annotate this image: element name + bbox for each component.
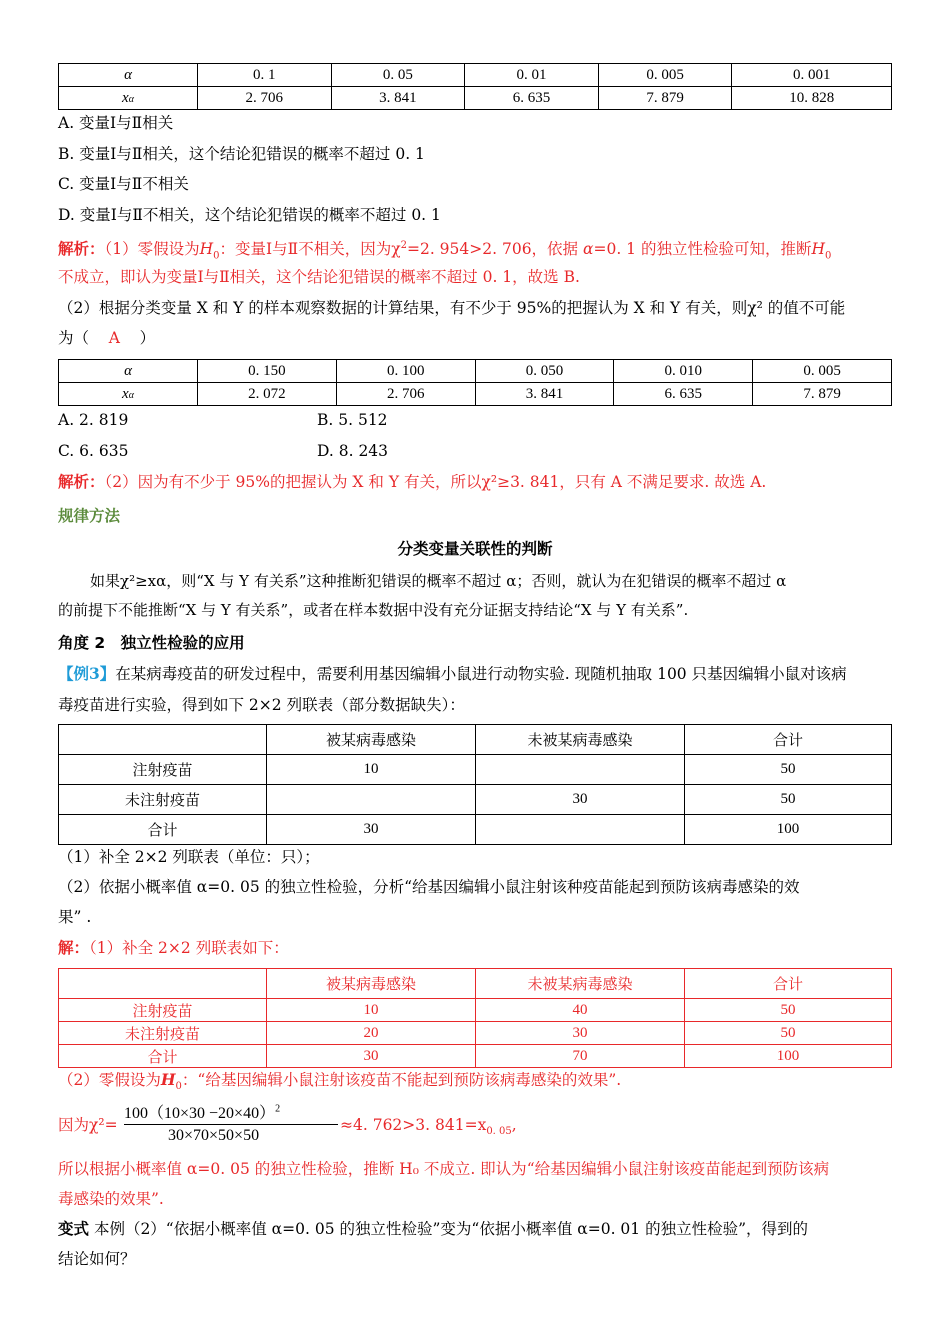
table-cell: 被某病毒感染 bbox=[267, 969, 476, 999]
method-title: 分类变量关联性的判断 bbox=[397, 539, 553, 558]
table-cell: 合计 bbox=[685, 725, 892, 755]
analysis-q2: 解析：（2）因为有不少于 95%的把握认为 X 和 Y 有关，所以χ²≥3. 841，只有 A 不满足要求. 故选 A. bbox=[58, 472, 767, 491]
table-cell bbox=[59, 969, 267, 999]
critical-value-table-1 bbox=[58, 63, 892, 110]
table-cell: 30 bbox=[267, 1045, 476, 1068]
table-cell: 注射疫苗 bbox=[59, 999, 267, 1022]
table-cell bbox=[476, 815, 685, 845]
table-cell: 2. 072 bbox=[198, 383, 337, 406]
calc-prefix: 因为χ²= bbox=[58, 1116, 118, 1134]
table-cell: 10. 828 bbox=[732, 87, 892, 110]
table-cell: 7. 879 bbox=[753, 383, 892, 406]
example-tag: 【例3】 bbox=[58, 664, 116, 683]
table-cell: 未被某病毒感染 bbox=[476, 969, 685, 999]
table-row bbox=[59, 999, 892, 1022]
null-hypothesis: （2）零假设为$H_0$：“给基因编辑小鼠注射该疫苗不能起到预防该病毒感染的效果”. bbox=[58, 1070, 622, 1093]
table-row bbox=[59, 1022, 892, 1045]
table-cell: 0. 050 bbox=[475, 360, 614, 383]
option-a: A. 2. 819 bbox=[58, 411, 129, 429]
table-cell: 50 bbox=[685, 785, 892, 815]
contingency-table-complete bbox=[58, 968, 892, 1068]
contingency-table-incomplete bbox=[58, 724, 892, 845]
table-row bbox=[59, 1045, 892, 1068]
method-heading: 规律方法 bbox=[58, 506, 121, 525]
table-cell: 0. 005 bbox=[753, 360, 892, 383]
table-cell: 20 bbox=[267, 1022, 476, 1045]
table-cell bbox=[476, 755, 685, 785]
example-3-question-1: （1）补全 2×2 列联表（单位：只）； bbox=[58, 848, 320, 866]
table-cell: xα bbox=[59, 87, 198, 110]
table-cell: 6. 635 bbox=[614, 383, 753, 406]
table-cell: 10 bbox=[267, 999, 476, 1022]
conclusion-line2: 毒感染的效果”. bbox=[58, 1190, 164, 1208]
table-cell: 100 bbox=[685, 1045, 892, 1068]
section-title-angle-2: 角度 2 独立性检验的应用 bbox=[58, 634, 245, 652]
variant-label: 变式 bbox=[58, 1219, 90, 1238]
option-b: B. 5. 512 bbox=[317, 411, 388, 429]
analysis-q1-line2: 不成立，即认为变量Ⅰ与Ⅱ相关，这个结论犯错误的概率不超过 0. 1，故选 B. bbox=[58, 268, 580, 286]
table-row bbox=[59, 360, 892, 383]
table-cell: 0. 005 bbox=[598, 64, 732, 87]
table-row bbox=[59, 969, 892, 999]
table-cell: 0. 150 bbox=[198, 360, 337, 383]
fraction-numerator: $100(10\times 30 -20\times 40)^2$ bbox=[124, 1103, 281, 1122]
table-row bbox=[59, 383, 892, 406]
example-3-question-2-line1: （2）依据小概率值 α=0. 05 的独立性检验，分析“给基因编辑小鼠注射该种疫苗能起到预防该病毒感染的效 bbox=[58, 878, 800, 896]
option-b: B. 变量Ⅰ与Ⅱ相关，这个结论犯错误的概率不超过 0. 1 bbox=[58, 145, 425, 163]
answer-mark: A bbox=[108, 329, 120, 347]
option-c: C. 变量Ⅰ与Ⅱ不相关 bbox=[58, 175, 189, 193]
table-cell: α bbox=[59, 360, 198, 383]
variant-line1: 变式 本例（2）“依据小概率值 α=0. 05 的独立性检验”变为“依据小概率值 α=0. 01 的独立性检验”，得到的 bbox=[58, 1219, 808, 1238]
option-d: D. 8. 243 bbox=[317, 442, 389, 460]
table-cell: 未注射疫苗 bbox=[59, 785, 267, 815]
example-3-question-2-line2: 果” . bbox=[58, 908, 92, 926]
method-text-line2: 的前提下不能推断“X 与 Y 有关系”，或者在样本数据中没有充分证据支持结论“X 与 Y 有关系”. bbox=[58, 601, 689, 619]
question-2-stem-line2: 为（ A ） bbox=[58, 329, 156, 347]
example-3-line1: 【例3】在某病毒疫苗的研发过程中，需要利用基因编辑小鼠进行动物实验. 现随机抽取 100 只基因编辑小鼠对该病 bbox=[58, 664, 847, 683]
table-cell: 30 bbox=[267, 815, 476, 845]
table-row bbox=[59, 64, 892, 87]
method-text-line1: 如果χ²≥xα，则“X 与 Y 有关系”这种推断犯错误的概率不超过 α；否则，就认为在犯错误的概率不超过 α bbox=[90, 572, 787, 590]
option-c: C. 6. 635 bbox=[58, 442, 129, 460]
table-row bbox=[59, 785, 892, 815]
option-a: A. 变量Ⅰ与Ⅱ相关 bbox=[58, 114, 174, 132]
analysis-q1-line1: 解析：（1）零假设为$H_0$：变量Ⅰ与Ⅱ不相关，因为$\chi^2=2$. 954>2. 706，依据 α=0. 1 的独立性检验可知，推断$H_0$ bbox=[58, 239, 832, 262]
table-row bbox=[59, 815, 892, 845]
table-cell: 0. 01 bbox=[465, 64, 599, 87]
table-cell: 40 bbox=[476, 999, 685, 1022]
table-cell: 7. 879 bbox=[598, 87, 732, 110]
table-cell: 50 bbox=[685, 1022, 892, 1045]
example-3-line2: 毒疫苗进行实验，得到如下 2×2 列联表（部分数据缺失）： bbox=[58, 696, 465, 714]
table-cell: 合计 bbox=[59, 815, 267, 845]
option-d: D. 变量Ⅰ与Ⅱ不相关，这个结论犯错误的概率不超过 0. 1 bbox=[58, 206, 441, 224]
chi-square-fraction bbox=[124, 1100, 344, 1152]
table-cell: 50 bbox=[685, 999, 892, 1022]
table-cell: 6. 635 bbox=[465, 87, 599, 110]
conclusion-line1: 所以根据小概率值 α=0. 05 的独立性检验，推断 H₀ 不成立. 即认为“给基因编辑小鼠注射该疫苗能起到预防该病 bbox=[58, 1160, 830, 1178]
critical-value-table-2 bbox=[58, 359, 892, 406]
solution-label: 解： bbox=[58, 938, 90, 957]
table-cell: 10 bbox=[267, 755, 476, 785]
table-cell: 未被某病毒感染 bbox=[476, 725, 685, 755]
fraction-bar bbox=[124, 1124, 338, 1125]
table-cell: 30 bbox=[476, 1022, 685, 1045]
table-cell: 0. 05 bbox=[331, 64, 465, 87]
fraction-denominator: 30×70×50×50 bbox=[168, 1127, 260, 1144]
variant-line2: 结论如何？ bbox=[58, 1250, 136, 1268]
table-cell: 合计 bbox=[685, 969, 892, 999]
table-cell: 100 bbox=[685, 815, 892, 845]
table-row bbox=[59, 725, 892, 755]
table-cell: 合计 bbox=[59, 1045, 267, 1068]
solution-intro: 解：（1）补全 2×2 列联表如下： bbox=[58, 938, 289, 957]
table-cell: 70 bbox=[476, 1045, 685, 1068]
calc-result: ≈4. 762>3. $841=x_{0. 05}$, bbox=[340, 1116, 517, 1138]
table-row bbox=[59, 87, 892, 110]
table-cell bbox=[59, 725, 267, 755]
table-cell: 0. 1 bbox=[198, 64, 332, 87]
table-cell: 0. 010 bbox=[614, 360, 753, 383]
table-row bbox=[59, 755, 892, 785]
table-cell: 0. 100 bbox=[336, 360, 475, 383]
table-cell: xα bbox=[59, 383, 198, 406]
table-cell: 30 bbox=[476, 785, 685, 815]
table-cell: 0. 001 bbox=[732, 64, 892, 87]
question-2-stem-line1: （2）根据分类变量 X 和 Y 的样本观察数据的计算结果，有不少于 95%的把握认为 X 和 Y 有关，则χ² 的值不可能 bbox=[58, 299, 846, 317]
table-cell: 被某病毒感染 bbox=[267, 725, 476, 755]
table-cell: 3. 841 bbox=[331, 87, 465, 110]
table-cell: 2. 706 bbox=[198, 87, 332, 110]
analysis-label: 解析： bbox=[58, 239, 105, 259]
analysis-label: 解析： bbox=[58, 472, 105, 491]
table-cell: 注射疫苗 bbox=[59, 755, 267, 785]
table-cell: 未注射疫苗 bbox=[59, 1022, 267, 1045]
table-cell: 2. 706 bbox=[336, 383, 475, 406]
table-cell: 3. 841 bbox=[475, 383, 614, 406]
table-cell: α bbox=[59, 64, 198, 87]
table-cell: 50 bbox=[685, 755, 892, 785]
table-cell bbox=[267, 785, 476, 815]
